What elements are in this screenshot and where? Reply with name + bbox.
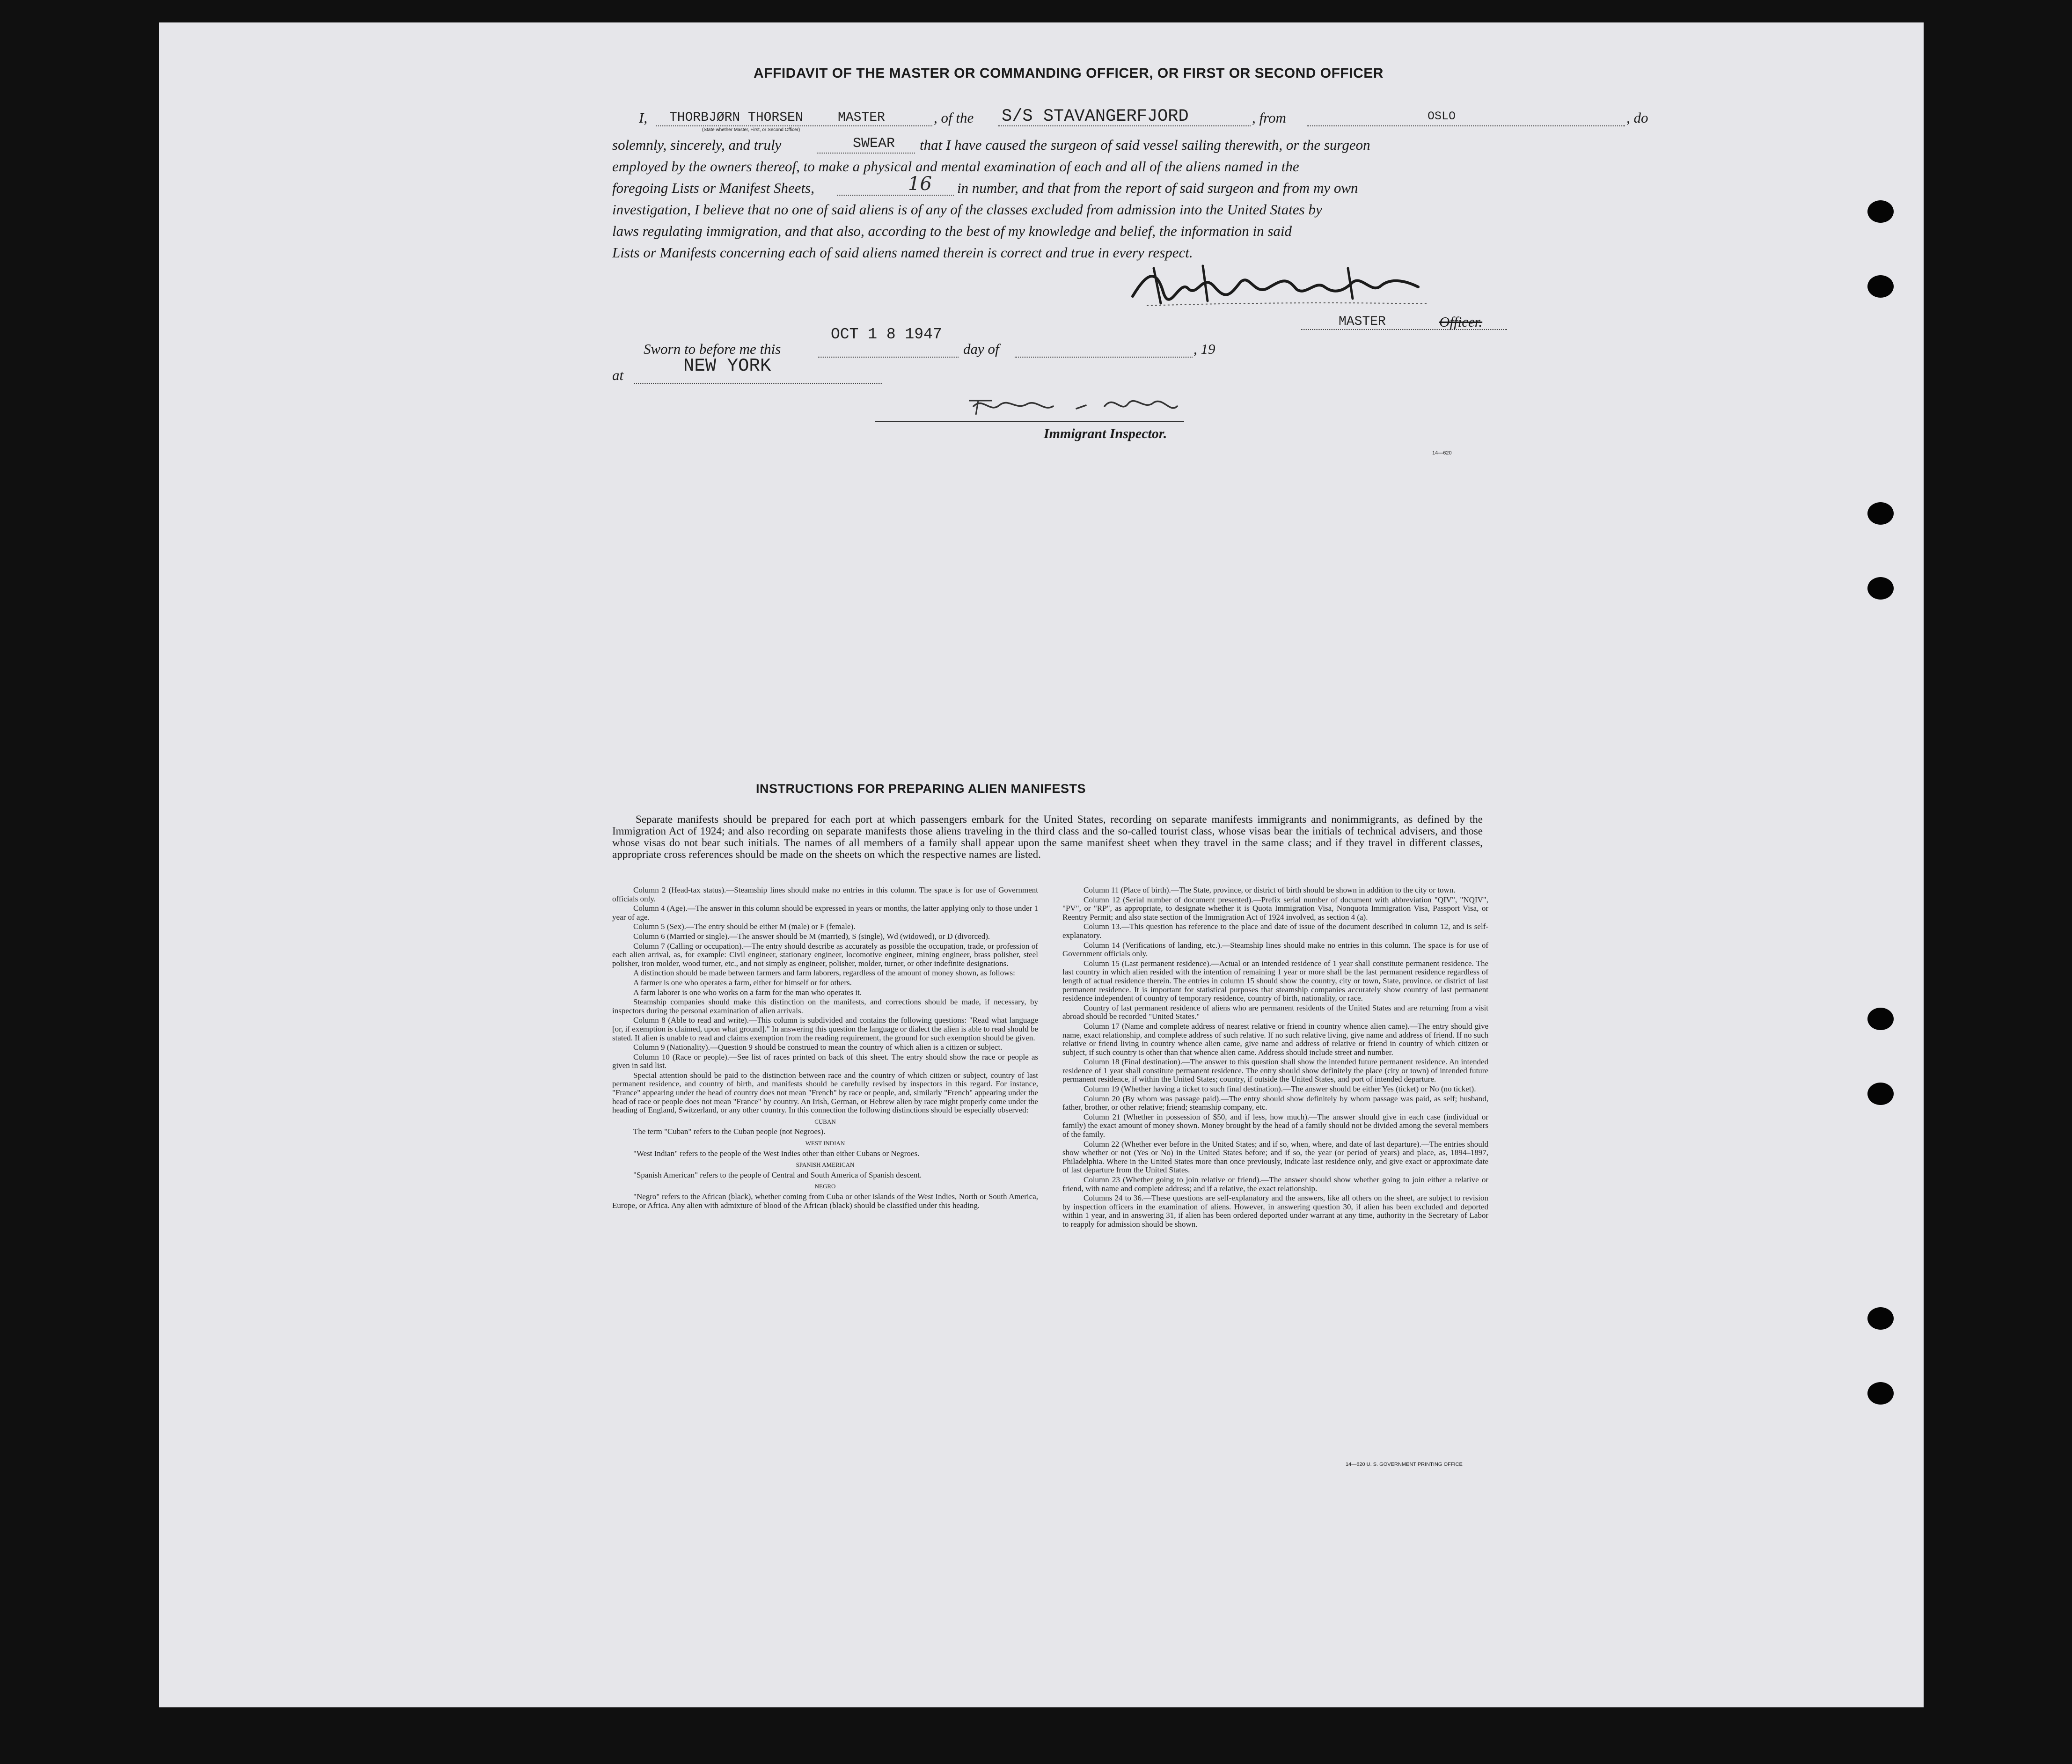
race-heading: SPANISH AMERICAN [796, 1161, 855, 1169]
right-paragraph: Column 13.—This question has reference to the place and date of issue of the document described in column 12, and is self-explanatory. [1062, 922, 1488, 940]
state-note: (State whether Master, First, or Second Officer) [702, 127, 800, 132]
i-label: I, [639, 110, 648, 126]
year-label: , 19 [1193, 341, 1215, 357]
right-paragraph: Column 17 (Name and complete address of nearest relative or friend in country whence alien came).—The entry should give name, exact relationship, and complete address of such relative. If no such relative living, give name and address of friend. If no such relative or friend living in country whence alien came, give name and address of relative or friend in country of which citizen or subject, if such country is other than that whence alien came. Address should include street and number. [1062, 1021, 1488, 1057]
sworn-place-line [634, 383, 882, 384]
officer-name-line [656, 125, 932, 126]
affidavit-line2: that I have caused the surgeon of said vessel sailing therewith, or the surgeon [920, 137, 1370, 153]
right-paragraph: Country of last permanent residence of aliens who are permanent residents of the United States and are returning from a visit abroad should be recorded "United States." [1062, 1003, 1488, 1021]
binder-hole [1867, 1307, 1894, 1330]
left-paragraph: Steamship companies should make this distinction on the manifests, and corrections should be made, if necessary, by inspectors during the personal examination of alien arrivals. [612, 997, 1038, 1015]
affidavit-line4a: foregoing Lists or Manifest Sheets, [612, 180, 814, 196]
inspector-signature [908, 392, 1198, 425]
affidavit-line6: laws regulating immigration, and that also, according to the best of my knowledge and belief, the information in said [612, 223, 1292, 239]
signer-title: MASTER [1339, 315, 1386, 329]
right-paragraph: Column 19 (Whether having a ticket to such final destination).—The answer should be either Yes (ticket) or No (no ticket). [1084, 1084, 1476, 1094]
right-paragraph: Column 20 (By whom was passage paid).—The entry should show definitely by whom passage was paid, as self; husband, father, brother, or other relative; friend; steamship company, etc. [1062, 1094, 1488, 1112]
officer-name: THORBJØRN THORSEN [669, 110, 803, 125]
printing-office-footer: 14—620 U. S. GOVERNMENT PRINTING OFFICE [1346, 1462, 1463, 1467]
binder-hole [1867, 275, 1894, 298]
left-paragraph: A distinction should be made between farmers and farm laborers, regardless of the amount of money shown, as follows: [633, 968, 1015, 978]
race-heading: NEGRO [814, 1183, 836, 1190]
affidavit-line7: Lists or Manifests concerning each of said aliens named therein is correct and true in every respect. [612, 244, 1193, 261]
solemnly-text: solemnly, sincerely, and truly [612, 137, 782, 153]
of-the-label: , of the [934, 110, 974, 126]
right-paragraph: Column 22 (Whether ever before in the United States; and if so, when, where, and date of last departure).—The entries should show whether or not (Yes or No) in the United States before; and if so, the year (or period of years) and place, as, 1894–1897, Philadelphia. Where in the United States more than once previously, indicate last residence only, and give exact or approximate date of last departure from the United States. [1062, 1139, 1488, 1175]
at-label: at [612, 367, 624, 383]
left-paragraph: Column 4 (Age).—The answer in this column should be expressed in years or months, the latter applying only to those under 1 year of age. [612, 904, 1038, 922]
affidavit-title: AFFIDAVIT OF THE MASTER OR COMMANDING OFFICER, OR FIRST OR SECOND OFFICER [754, 66, 1384, 81]
left-paragraph: A farm laborer is one who works on a farm for the man who operates it. [633, 988, 862, 997]
month-line [1015, 357, 1193, 358]
do-label: , do [1626, 110, 1648, 126]
from-label: , from [1252, 110, 1286, 126]
officer-rank: MASTER [838, 110, 885, 125]
sworn-date: OCT 1 8 1947 [831, 326, 942, 343]
master-signature [1128, 259, 1437, 310]
affidavit-line5: investigation, I believe that no one of said aliens is of any of the classes excluded from admission into the United States by [612, 201, 1322, 218]
oath-word: SWEAR [853, 136, 895, 152]
race-definition: "West Indian" refers to the people of the West Indies other than either Cubans or Negroes. [633, 1149, 920, 1158]
officer-word: Officer. [1439, 314, 1483, 330]
race-heading: WEST INDIAN [805, 1140, 845, 1147]
right-paragraph: Column 18 (Final destination).—The answer to this question shall show the intended future permanent residence. An intended residence of 1 year shall constitute permanent residence. The entry should show definitely the place (city or town) of intended future permanent residence, if within the United States; country, if outside the United States, and port of intended departure. [1062, 1057, 1488, 1084]
race-definition: "Spanish American" refers to the people of Central and South America of Spanish descent. [633, 1170, 922, 1179]
affidavit-line3: employed by the owners thereof, to make a physical and mental examination of each and all of the aliens named in the [612, 158, 1299, 175]
right-paragraph: Column 15 (Last permanent residence).—Actual or an intended residence of 1 year shall constitute permanent residence. The last country in which alien resided with the intention of remaining 1 year or more shall be the last permanent residence regardless of length of actual residence therein. The entries in column 15 should show the country, city or town, State, province, or district of last permanent residence. It is important for statistical purposes that steamship companies accurately show country of last permanent residence independent of country of temporary residence, country of birth, nationality, or race. [1062, 959, 1488, 1003]
instructions-right-column [1062, 886, 1488, 1230]
right-paragraph: Columns 24 to 36.—These questions are self-explanatory and the answers, like all others on the sheet, are subject to revision by inspection officers in the examination of aliens. However, in answering question 30, if alien has been excluded and deported within 1 year, and in answering 31, if alien has been ordered deported under warrant at any time, authority in the Secretary of Labor to reapply for admission should be shown. [1062, 1193, 1488, 1229]
inspector-title: Immigrant Inspector. [1044, 426, 1167, 441]
left-paragraph: Column 6 (Married or single).—The answer should be M (married), S (single), Wd (widowed), or D (divorced). [633, 931, 990, 941]
race-definition: The term "Cuban" refers to the Cuban people (not Negroes). [633, 1127, 826, 1136]
port-line [1307, 125, 1625, 126]
port: OSLO [1428, 110, 1456, 123]
right-paragraph: Column 23 (Whether going to join relative or friend).—The answer should show whether going to join either a relative or friend, with name and complete address; and if a relative, the exact relationship. [1062, 1175, 1488, 1193]
instructions-intro: Separate manifests should be prepared for each port at which passengers embark for the United States, recording on separate manifests immigrants and nonimmigrants, as defined by the Immigration Act of 1924; and also recording on separate manifests those aliens traveling in the third class and the so-called tourist class, whose visas bear the initials of technical advisers, and those whose visas do not bear such initials. The names of all members of a family shall appear upon the same manifest sheet when they travel in the same class; and if they travel in different classes, appropriate cross references should be made on the sheets on which the respective names are listed. [612, 813, 1483, 860]
left-paragraph: Special attention should be paid to the distinction between race and the country of which citizen or subject, country of last permanent residence, and country of birth, and manifests should be carefully revised by inspectors in this regard. For instance, "France" appearing under the head of country does not mean "French" by race or people, and, similarly "French" appearing under the head of race or people does not mean "France" by country. An Irish, German, or Hebrew alien by race might properly come under the heading of England, Switzerland, or any other country. In this connection the following distinctions should be especially observed: [612, 1070, 1038, 1115]
left-paragraph: Column 5 (Sex).—The entry should be either M (male) or F (female). [633, 922, 856, 931]
binder-hole [1867, 502, 1894, 525]
binder-hole [1867, 1083, 1894, 1105]
binder-hole [1867, 1008, 1894, 1030]
sheet-count-line [837, 195, 954, 196]
oath-line [817, 153, 915, 154]
race-heading: CUBAN [814, 1118, 836, 1125]
left-paragraph: Column 8 (Able to read and write).—This column is subdivided and contains the following questions: "Read what language [or, if exemption is claimed, upon what ground]." In answering this question the language or dialect the alien is able to read should be stated. If alien is unable to read and claims exemption from the reading requirement, the ground for such exemption should be given. [612, 1016, 1038, 1042]
sworn-place: NEW YORK [683, 356, 771, 376]
form-code: 14—620 [1432, 450, 1452, 456]
binder-hole [1867, 577, 1894, 600]
right-paragraph: Column 21 (Whether in possession of $50, and if less, how much).—The answer should give in each case (individual or family) the exact amount of money shown. Money brought by the head of a family should not be divided among the several members of the family. [1062, 1112, 1488, 1139]
sworn-label: Sworn to before me this [644, 341, 781, 357]
left-paragraph: Column 9 (Nationality).—Question 9 should be construed to mean the country of which alien is a citizen or subject. [633, 1043, 1003, 1052]
sheet-count: 16 [908, 173, 932, 195]
left-paragraph: A farmer is one who operates a farm, either for himself or for others. [633, 978, 852, 987]
right-paragraph: Column 12 (Serial number of document presented).—Prefix serial number of document with abbreviation "QIV", "NQIV", "PV", or "RP", as appropriate, to designate whether it is Quota Immigration Visa, Nonquota Immigration Visa, Passport Visa, or Reentry Permit; and also state section of the Immigration Act of 1924 involved, as section 4 (a). [1062, 895, 1488, 922]
left-paragraph: Column 7 (Calling or occupation).—The entry should describe as accurately as possible the occupation, trade, or profession of each alien arrival, as, for example: Civil engineer, stationary engineer, locomotive engineer, mining engineer, brass polisher, steel polisher, iron molder, wood turner, etc., and not simply as engineer, polisher, molder, turner, or other indefinite designations. [612, 941, 1038, 968]
instructions-left-column [612, 886, 1038, 1211]
race-definition: "Negro" refers to the African (black), whether coming from Cuba or other islands of the West Indies, North or South America, Europe, or Africa. Any alien with admixture of blood of the African (black) should be classified under this heading. [612, 1192, 1038, 1210]
left-paragraph: Column 10 (Race or people).—See list of races printed on back of this sheet. The entry should show the race or people as given in said list. [612, 1052, 1038, 1070]
instructions-title: INSTRUCTIONS FOR PREPARING ALIEN MANIFESTS [756, 782, 1086, 796]
ship-name: S/S STAVANGERFJORD [1002, 107, 1189, 126]
right-paragraph: Column 11 (Place of birth).—The State, province, or district of birth should be shown in addition to the city or town. [1084, 886, 1456, 894]
sworn-date-line [818, 357, 959, 358]
inspector-line [875, 421, 1184, 422]
manifest-sheet [159, 22, 1924, 1707]
affidavit-line4b: in number, and that from the report of said surgeon and from my own [957, 180, 1358, 196]
left-paragraph: Column 2 (Head-tax status).—Steamship lines should make no entries in this column. The space is for use of Government officials only. [612, 886, 1038, 903]
binder-hole [1867, 200, 1894, 223]
day-of-label: day of [963, 341, 999, 357]
binder-hole [1867, 1382, 1894, 1405]
right-paragraph: Column 14 (Verifications of landing, etc.).—Steamship lines should make no entries in this column. The space is for use of Government officials only. [1062, 940, 1488, 959]
